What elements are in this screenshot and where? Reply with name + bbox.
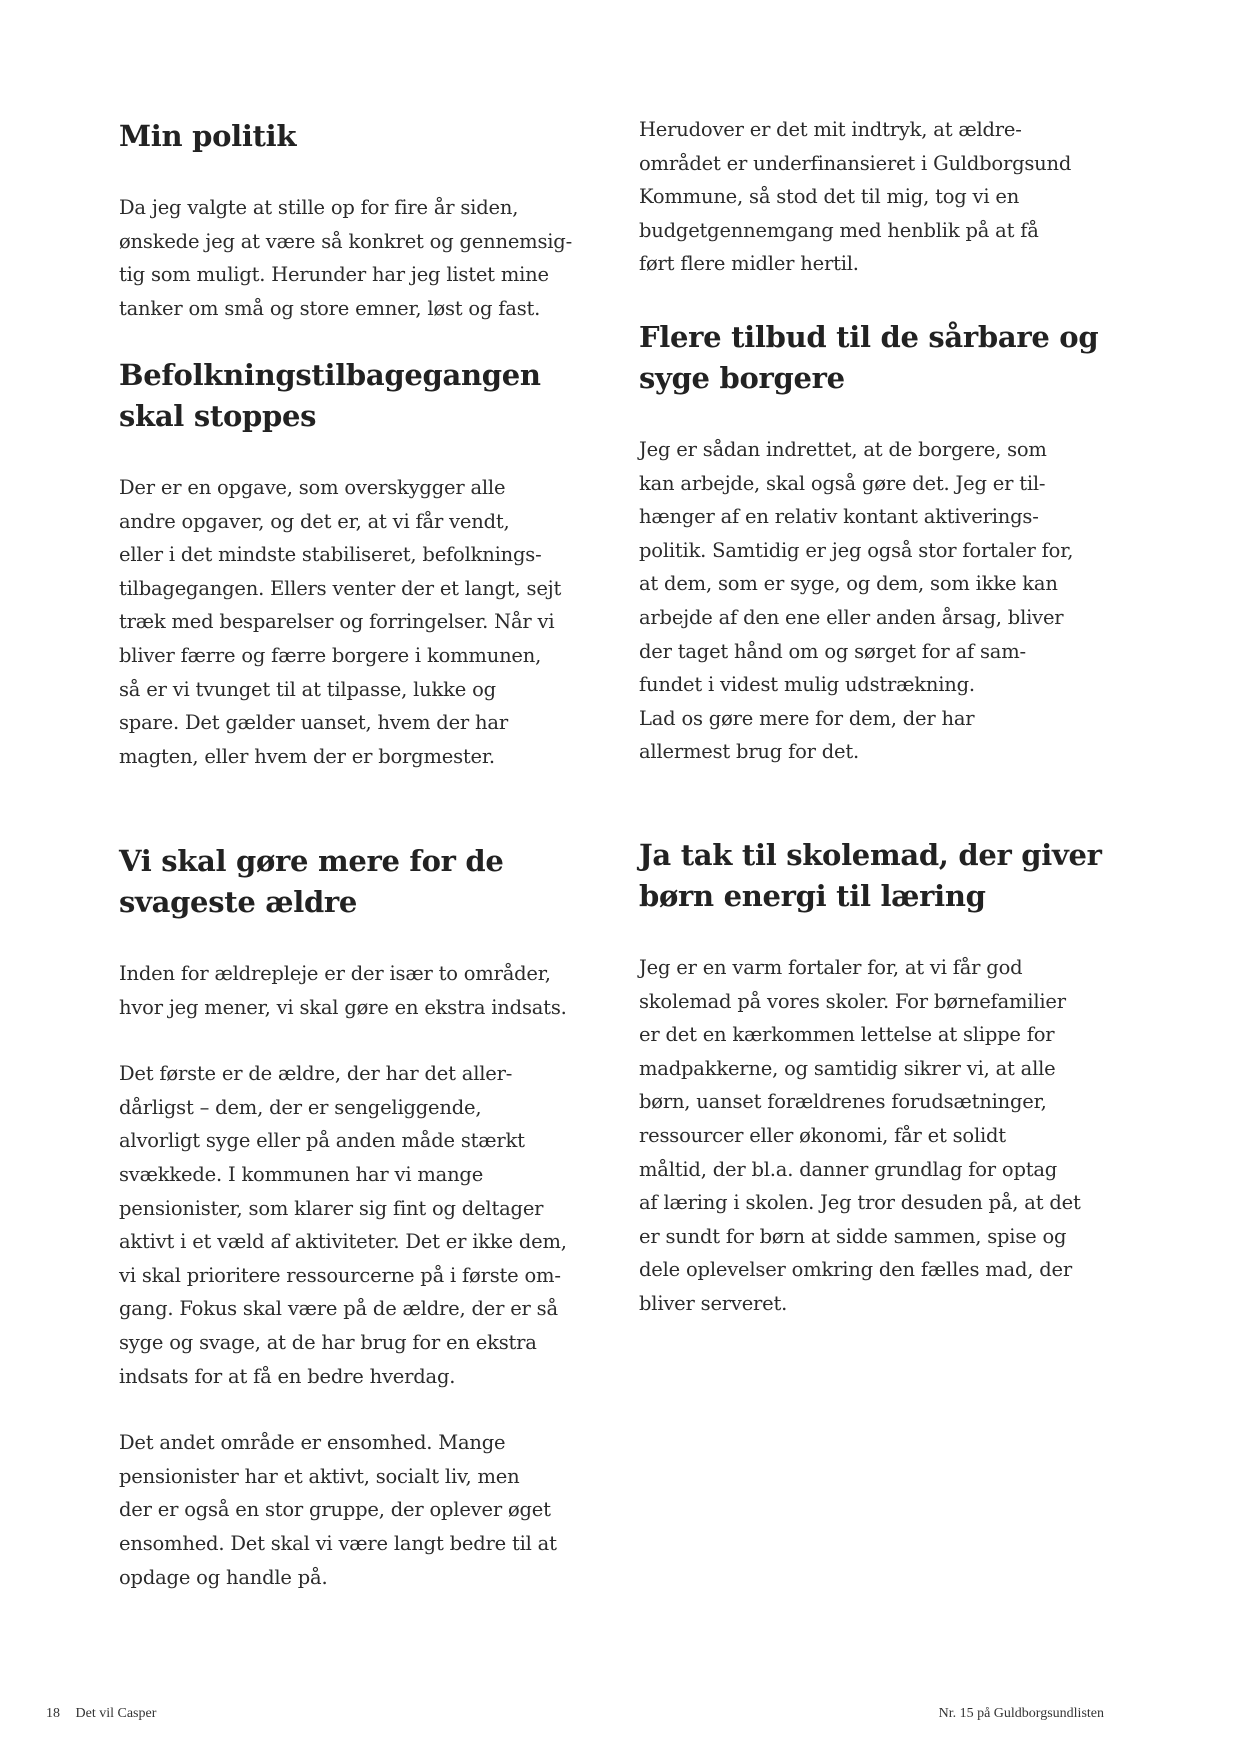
section-body: Det første er de ældre, der har det aller- dårligst – dem, der er sengeliggende, alvorligt syge eller på anden måde stærkt svækkede. I kommunen har vi mange pensionister, som klarer sig fint og deltager aktivt i et væld af aktiviteter. Det er ikke dem, vi skal prioritere ressourcerne på i første om- gang. Fokus skal være på de ældre, der er så syge og svage, at de har brug for en ekstra indsats for at få en bedre hverdag. (119, 1062, 567, 1388)
section-aeldre (119, 841, 589, 1594)
page-number: 18 (46, 1706, 60, 1721)
section-heading: Flere tilbud til de sårbare og syge borgere (639, 320, 1099, 395)
section-body: Herudover er det mit indtryk, at ældre- området er underfinansieret i Guldborgsund Kommune, så stod det til mig, tog vi en budgetgennemgang med henblik på at få ført flere midler hertil. (639, 118, 1072, 276)
section-tilbud (639, 317, 1109, 769)
section-min-politik (119, 116, 589, 325)
footer-right: Nr. 15 på Guldborgsundlisten (938, 1706, 1104, 1721)
section-heading: Min politik (119, 119, 297, 153)
section-heading: Ja tak til skolemad, der giver børn energi til læring (639, 838, 1102, 913)
section-heading: Befolkningstilbagegangen skal stoppes (119, 358, 541, 433)
section-body: Det andet område er ensomhed. Mange pensionister har et aktivt, socialt liv, men der er også en stor gruppe, der oplever øget ensomhed. Det skal vi være langt bedre til at opdage og handle på. (119, 1431, 557, 1589)
section-body: Der er en opgave, som overskygger alle andre opgaver, og det er, at vi får vendt, eller i det mindste stabiliseret, befolknings- tilbagegangen. Ellers venter der et langt, sejt træk med besparelser og forringelser. Når vi bliver færre og færre borgere i kommunen, så er vi tvunget til at tilpasse, lukke og spare. Det gælder uanset, hvem der har magten, eller hvem der er borgmester. (119, 476, 562, 768)
section-heading: Vi skal gøre mere for de svageste ældre (119, 844, 504, 919)
section-body: Jeg er sådan indrettet, at de borgere, som kan arbejde, skal også gøre det. Jeg er til- hænger af en relativ kontant aktiverings- politik. Samtidig er jeg også stor fortaler for, at dem, som er syge, og dem, som ikke kan arbejde af den ene eller anden årsag, bliver der taget hånd om og sørget for af sam- fundet i videst mulig udstrækning. Lad os gøre mere for dem, der har allermest brug for det. (639, 438, 1074, 764)
section-befolkning (119, 355, 589, 773)
section-skolemad (639, 835, 1109, 1321)
section-body: Inden for ældrepleje er der især to områder, hvor jeg mener, vi skal gøre en ekstra indsats. (119, 962, 567, 1019)
section-body: Jeg er en varm fortaler for, at vi får god skolemad på vores skoler. For børnefamilier er det en kærkommen lettelse at slippe for madpakkerne, og samtidig sikrer vi, at alle børn, uanset forældrenes forudsætninger, ressourcer eller økonomi, får et solidt måltid, der bl.a. danner grundlag for optag af læring i skolen. Jeg tror desuden på, at det er sundt for børn at sidde sammen, spise og dele oplevelser omkring den fælles mad, der bliver serveret. (639, 956, 1081, 1315)
section-intro (639, 113, 1109, 281)
footer-title: Det vil Casper (75, 1706, 157, 1721)
footer-left (46, 1706, 156, 1722)
section-body: Da jeg valgte at stille op for fire år siden, ønskede jeg at være så konkret og gennemsig- tig som muligt. Herunder har jeg listet mine tanker om små og store emner, løst og fast. (119, 196, 572, 320)
